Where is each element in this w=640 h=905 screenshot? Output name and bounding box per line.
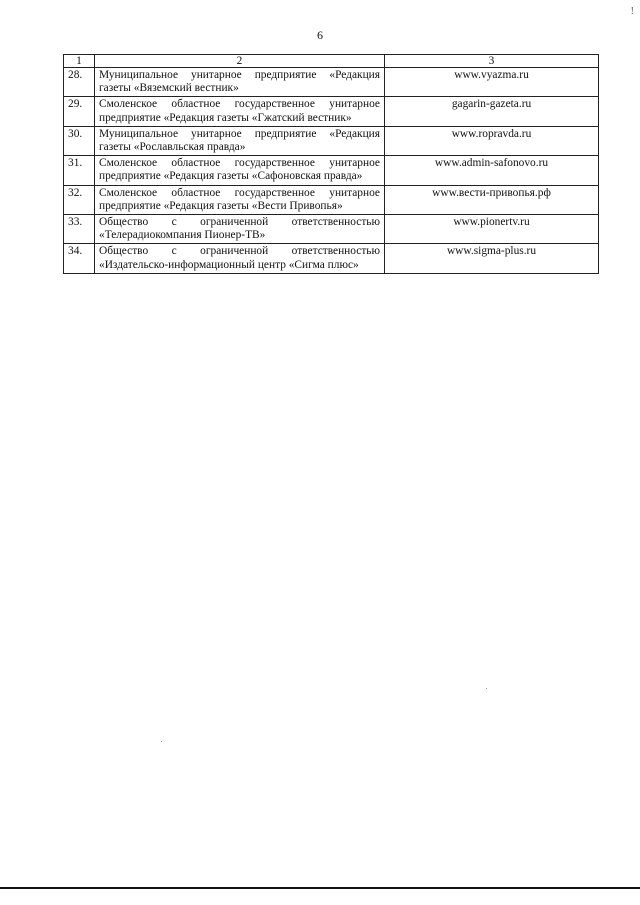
row-number: 28. — [64, 68, 95, 97]
table-row — [64, 68, 599, 97]
row-number: 30. — [64, 126, 95, 155]
organization-name: Общество с ограниченной ответственностью «Телерадиокомпания Пионер-ТВ» — [95, 215, 385, 244]
row-number: 31. — [64, 156, 95, 185]
organization-name: Смоленское областное государственное унитарное предприятие «Редакция газеты «Гжатский вестник» — [95, 97, 385, 126]
website-address: www.ropravda.ru — [385, 126, 599, 155]
scan-speck — [161, 741, 162, 742]
organization-name: Муниципальное унитарное предприятие «Редакция газеты «Вяземский вестник» — [95, 68, 385, 97]
table-row — [64, 185, 599, 214]
table-row — [64, 97, 599, 126]
website-address: www.admin-safonovo.ru — [385, 156, 599, 185]
organization-name: Общество с ограниченной ответственностью «Издательско-информационный центр «Сигма плюс» — [95, 244, 385, 273]
table-row — [64, 156, 599, 185]
organization-name: Смоленское областное государственное унитарное предприятие «Редакция газеты «Сафоновская правда» — [95, 156, 385, 185]
row-number: 34. — [64, 244, 95, 273]
organization-name: Муниципальное унитарное предприятие «Редакция газеты «Рославльская правда» — [95, 126, 385, 155]
header-row — [64, 55, 599, 68]
table-row — [64, 215, 599, 244]
scan-speck — [486, 688, 487, 689]
header-cell-1: 1 — [64, 55, 95, 68]
table-row — [64, 244, 599, 273]
row-number: 32. — [64, 185, 95, 214]
website-address: www.sigma-plus.ru — [385, 244, 599, 273]
website-address: gagarin-gazeta.ru — [385, 97, 599, 126]
registry-table — [63, 54, 599, 274]
row-number: 29. — [64, 97, 95, 126]
header-cell-3: 3 — [385, 55, 599, 68]
table-row — [64, 126, 599, 155]
page-number: 6 — [317, 28, 323, 42]
header-cell-2: 2 — [95, 55, 385, 68]
website-address: www.pionertv.ru — [385, 215, 599, 244]
row-number: 33. — [64, 215, 95, 244]
corner-mark: ! — [630, 6, 634, 17]
organization-name: Смоленское областное государственное унитарное предприятие «Редакция газеты «Вести Привопья» — [95, 185, 385, 214]
website-address: www.vyazma.ru — [385, 68, 599, 97]
footer-rule — [0, 887, 640, 889]
website-address: www.вести-привопья.рф — [385, 185, 599, 214]
